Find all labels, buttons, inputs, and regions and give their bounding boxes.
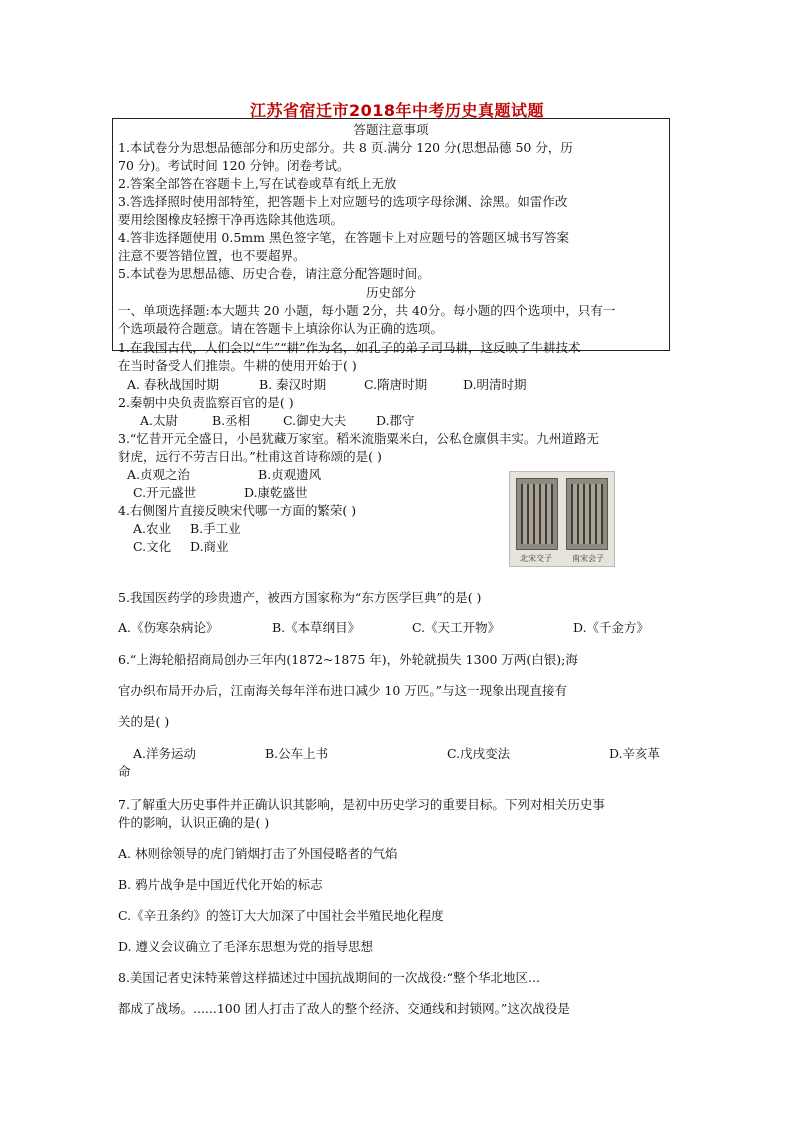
question-8-stem: 都成了战场。......100 团人打击了敌人的整个经济、交通线和封锁网。”这次战役是 [118, 1001, 570, 1016]
question-1-option-a: A. 春秋战国时期 [127, 377, 219, 392]
section-intro: 个选项最符合题意。请在答题卡上填涂你认为正确的选项。 [118, 321, 444, 336]
page-title: 江苏省宿迁市2018年中考历史真题试题 [249, 101, 545, 120]
notice-line: 3.答选择照时使用部特笙，把答题卡上对应题号的选项字母徐渊、涂黑。如雷作改 [118, 194, 568, 209]
question-5-option-c: C.《天工开物》 [412, 620, 501, 635]
question-6-option-a: A.洋务运动 [133, 746, 197, 761]
question-5-option-d: D.《千金方》 [573, 620, 650, 635]
question-6-stem: 关的是( ) [118, 714, 170, 729]
section-intro: 一、单项选择题:本大题共 20 小题，每小题 2分，共 40分。每小题的四个选项中，只有一 [118, 303, 616, 318]
photo-caption: 北宋交子 [520, 554, 552, 563]
question-6-stem: 6.“上海轮船招商局创办三年内(1872~1875 年)，外轮就损失 1300 万两(白银);海 [118, 652, 578, 667]
question-7-stem: 7.了解重大历史事件并正确认识其影响，是初中历史学习的重要目标。下列对相关历史事 [118, 797, 605, 812]
huizi-note-image [566, 478, 608, 550]
question-3-option-c: C.开元盛世 [133, 485, 197, 500]
question-8-stem: 8.美国记者史沫特莱曾这样描述过中国抗战期间的一次战役:“整个华北地区... [118, 970, 540, 985]
question-1-option-c: C.隋唐时期 [364, 377, 428, 392]
question-4-option-d: D.商业 [190, 539, 229, 554]
notice-line: 1.本试卷分为思想品德部分和历史部分。共 8 页.满分 120 分(思想品德 50 分，历 [118, 140, 573, 155]
notice-line: 5.本试卷为思想品德、历史合卷，请注意分配答题时间。 [118, 266, 430, 281]
question-3-option-d: D.康乾盛世 [244, 485, 308, 500]
question-6-option-c: C.戊戌变法 [447, 746, 511, 761]
question-2-option-c: C.御史大夫 [283, 413, 347, 428]
question-1-option-d: D.明清时期 [463, 377, 527, 392]
notice-line: 4.答非选择题使用 0.5mm 黑色签字笔，在答题卡上对应题号的答题区城书写答案 [118, 230, 569, 245]
question-7-option-b: B. 鸦片战争是中国近代化开始的标志 [118, 877, 323, 892]
question-3-stem: 豺虎，远行不劳吉日出。”杜甫这首诗称颂的是( ) [118, 449, 382, 464]
question-4-option-c: C.文化 [133, 539, 172, 554]
question-4-option-b: B.手工业 [190, 521, 241, 536]
section-heading: 历史部分 [365, 285, 416, 300]
question-1-stem: 在当时备受人们推崇。牛耕的使用开始于( ) [118, 358, 357, 373]
question-3-stem: 3.“忆昔开元全盛日，小邑犹藏万家室。稻米流脂粟米白，公私仓廪俱丰实。九州道路无 [118, 431, 599, 446]
question-6-option-b: B.公车上书 [265, 746, 329, 761]
notice-line: 注意不要答错位置，也不要超界。 [118, 248, 306, 263]
notice-line: 2.答案全部答在容题卡上,写在试卷或草有纸上无放 [118, 176, 397, 191]
question-6-option-d-wrap: 命 [118, 764, 131, 779]
question-7-option-d: D. 遵义会议确立了毛泽东思想为党的指导思想 [118, 939, 374, 954]
question-2-option-b: B.丞相 [212, 413, 251, 428]
song-paper-money-photo [509, 471, 615, 567]
question-7-option-a: A. 林则徐领导的虎门销烟打击了外国侵略者的气焰 [118, 846, 398, 861]
question-3-option-a: A.贞观之治 [127, 467, 191, 482]
question-2-option-d: D.郡守 [376, 413, 415, 428]
question-6-stem: 官办织布局开办后，江南海关每年洋布进口减少 10 万匹。”与这一现象出现直接有 [118, 683, 567, 698]
question-7-option-c: C.《辛丑条约》的签订大大加深了中国社会半殖民地化程度 [118, 908, 444, 923]
question-6-option-d: D.辛亥革 [609, 746, 661, 761]
question-5-option-a: A.《伤寒杂病论》 [118, 620, 219, 635]
photo-caption: 南宋会子 [572, 554, 604, 563]
question-2-option-a: A.太尉 [140, 413, 179, 428]
question-5-stem: 5.我国医药学的珍贵遗产，被西方国家称为“东方医学巨典”的是( ) [118, 590, 482, 605]
question-4-option-a: A.农业 [133, 521, 172, 536]
question-4-stem: 4.右侧图片直接反映宋代哪一方面的繁荣( ) [118, 503, 357, 518]
jiaozi-note-image [516, 478, 558, 550]
notice-line: 要用绘图橡皮轻擦干净再选除其他选项。 [118, 212, 344, 227]
question-5-option-b: B.《本草纲目》 [272, 620, 361, 635]
question-3-option-b: B.贞观遗风 [258, 467, 322, 482]
notice-line: 70 分)。考试时间 120 分钟。闭卷考试。 [118, 158, 350, 173]
question-2-stem: 2.秦朝中央负责监察百官的是( ) [118, 395, 294, 410]
question-1-option-b: B. 秦汉时期 [259, 377, 327, 392]
question-1-stem: 1.在我国古代，人们会以“牛”“耕”作为名，如孔子的弟子司马耕，这反映了牛耕技术 [118, 340, 581, 355]
notice-heading: 答题注意事项 [353, 122, 429, 137]
question-7-stem: 件的影响，认识正确的是( ) [118, 815, 270, 830]
